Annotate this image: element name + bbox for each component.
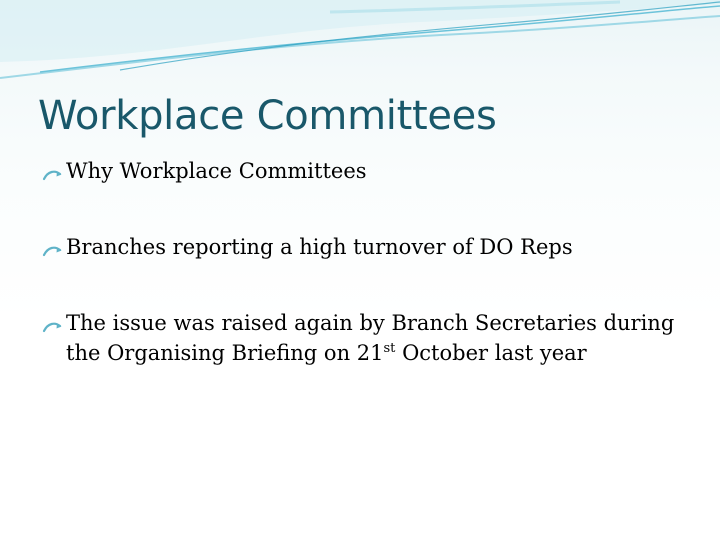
curved-arrow-icon — [42, 244, 64, 258]
bullet-text: Why Workplace Committees — [66, 159, 367, 183]
ordinal-superscript: st — [383, 341, 396, 356]
bullet-item — [42, 308, 682, 368]
curved-arrow-icon — [42, 168, 64, 182]
curved-arrow-icon — [42, 320, 64, 334]
bullet-item — [42, 232, 682, 262]
bullet-text-main: The issue was raised again by Branch Secretaries during the Organising Briefing on 21 — [66, 311, 675, 365]
bullet-text — [66, 308, 682, 368]
bullet-text-tail: October last year — [395, 341, 587, 365]
bullet-text: Branches reporting a high turnover of DO Reps — [66, 235, 573, 259]
header-swoosh-decoration — [0, 0, 720, 90]
slide-title: Workplace Committees — [38, 93, 497, 139]
bullet-item — [42, 156, 682, 186]
